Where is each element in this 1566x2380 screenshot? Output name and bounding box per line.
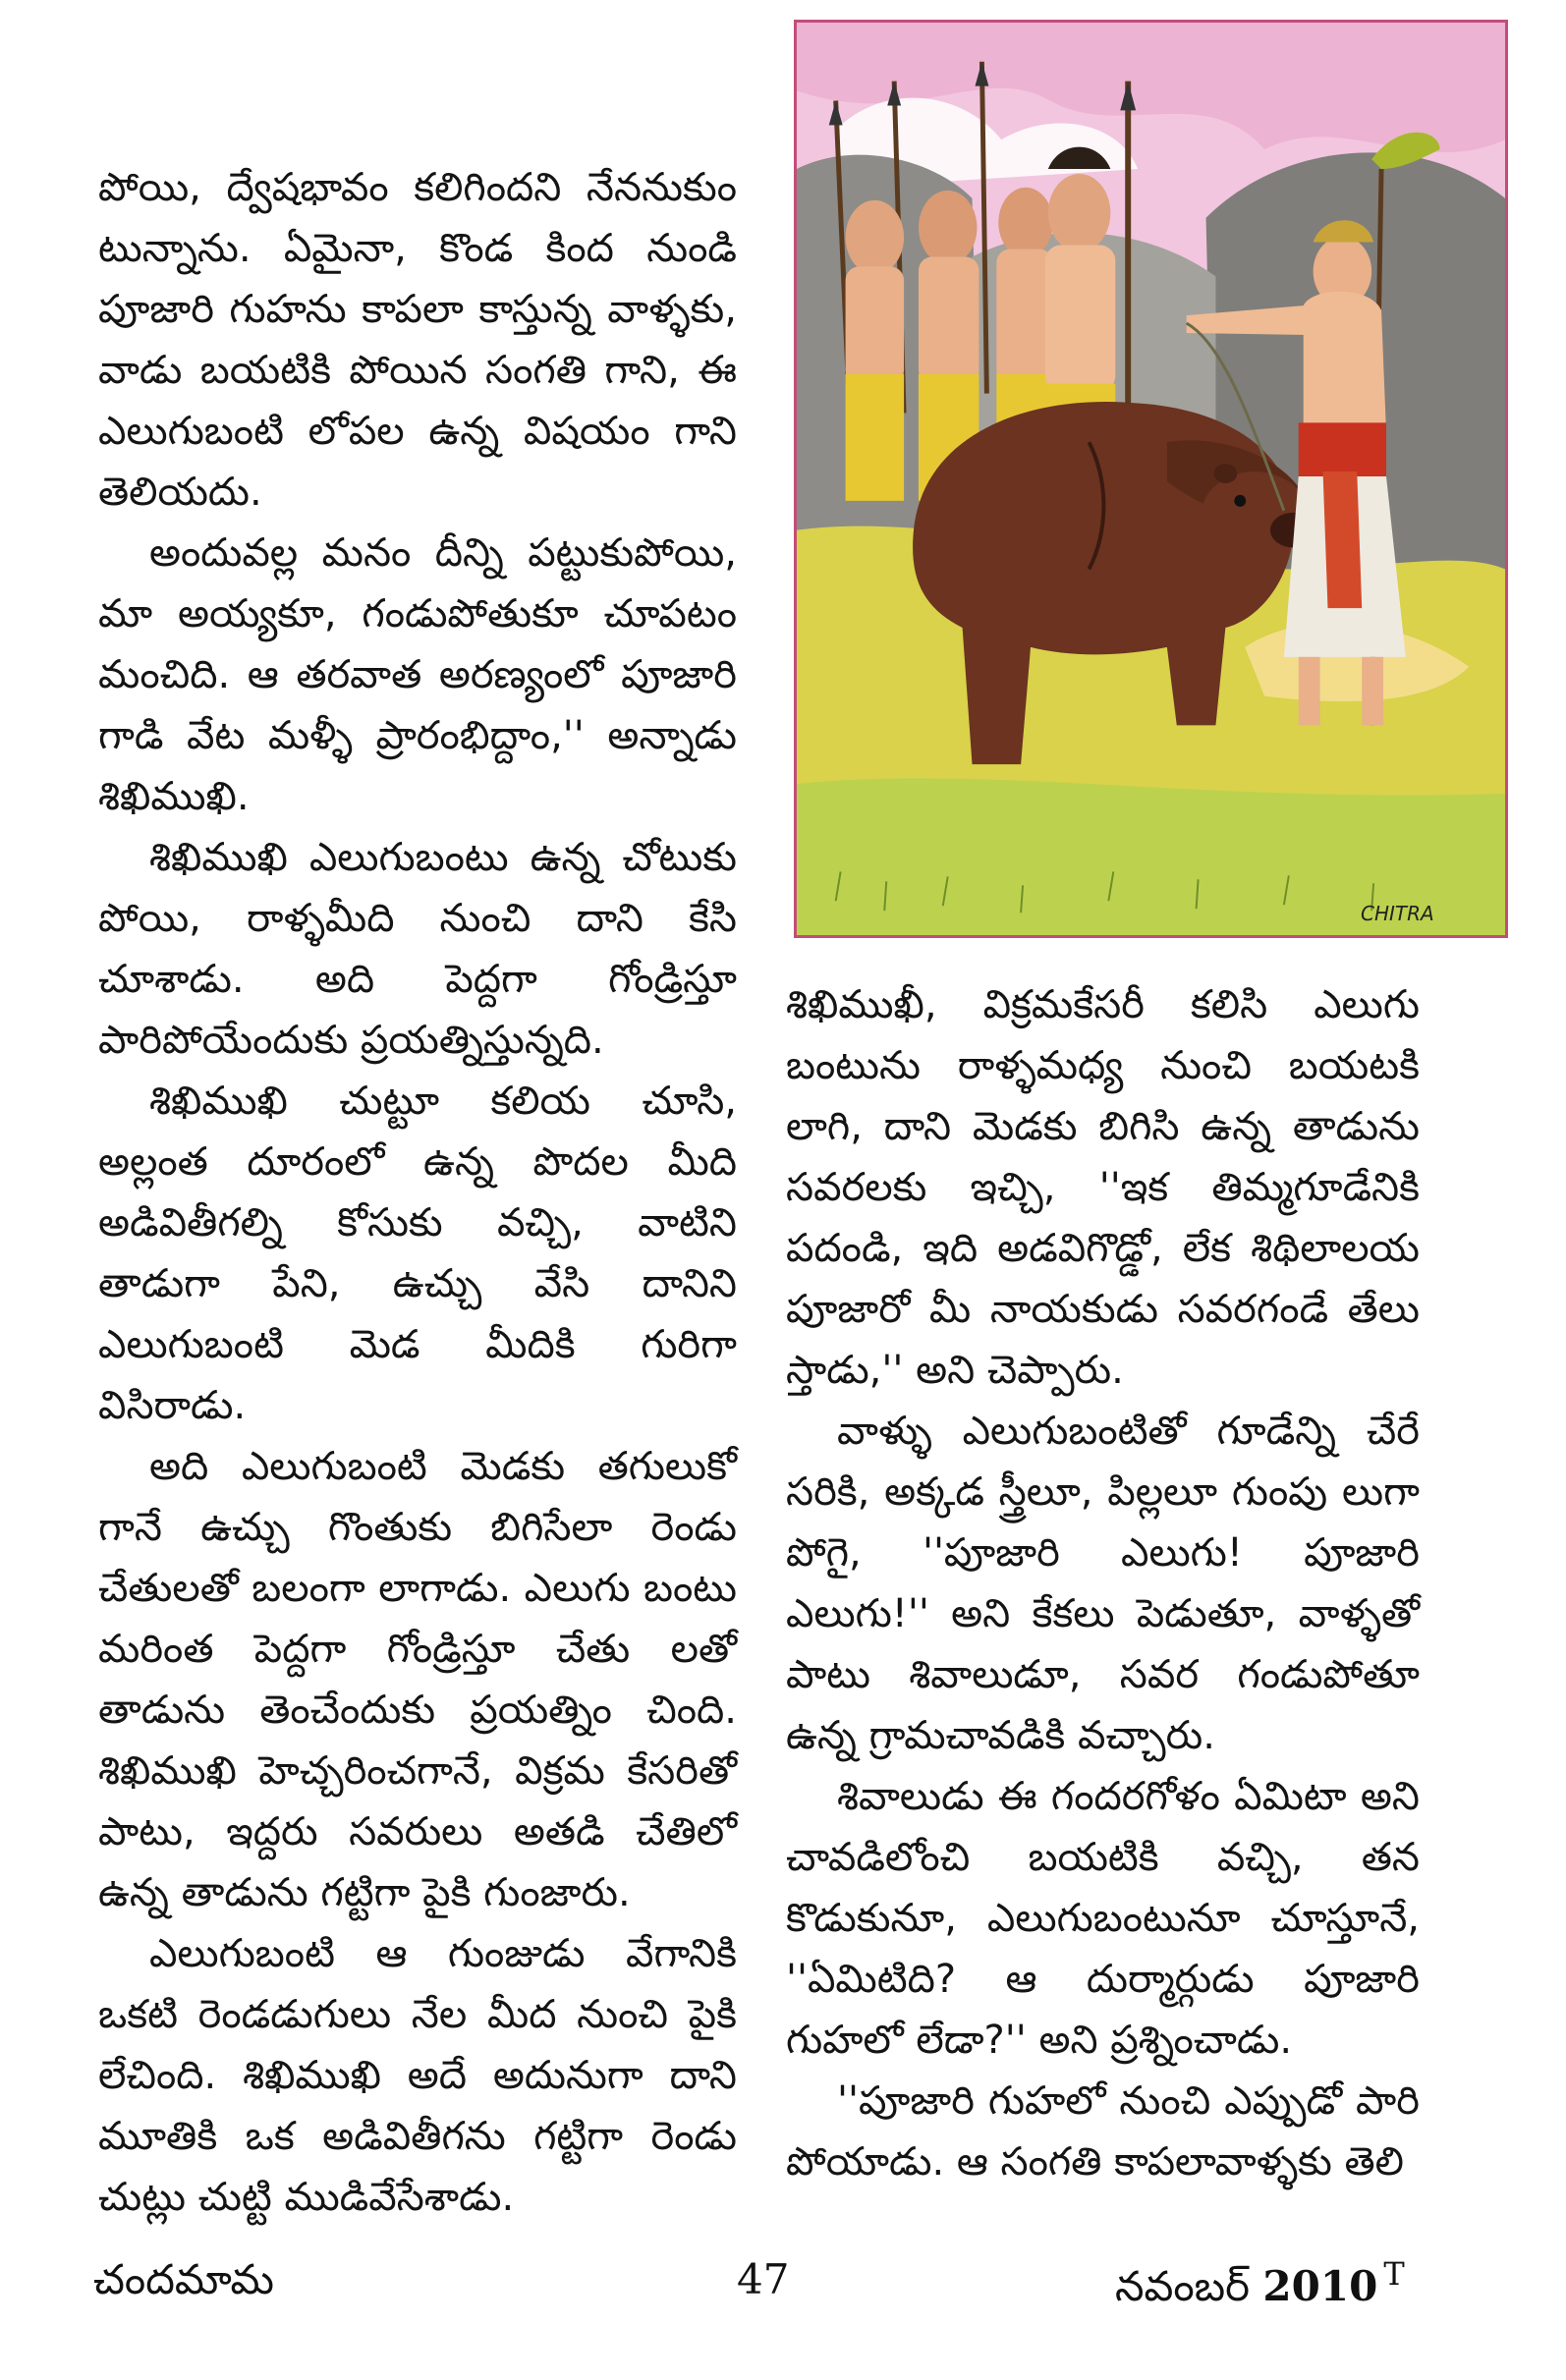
paragraph: ఎలుగుబంటి ఆ గుంజుడు వేగానికి ఒకటి రెండడుగులు నేల మీద నుంచి పైకి లేచింది. శిఖిముఖి అదే అదునుగా దాని మూతికి ఒక అడివితీగను గట్టిగా రెండు చుట్లు చుట్టి ముడివేసేశాడు.: [98, 1931, 737, 2220]
left-text-column: [98, 157, 737, 2228]
paragraph: ''పూజారి గుహలో నుంచి ఎప్పుడో పారి పోయాడు. ఆ సంగతి కాపలావాళ్ళకు తెలి: [786, 2078, 1420, 2185]
page-number: 47: [737, 2255, 790, 2303]
paragraph: శివాలుడు ఈ గందరగోళం ఏమిటా అని చావడిలోంచి బయటికి వచ్చి, తన కొడుకునూ, ఎలుగుబంటునూ చూస్తూనే, ''ఏమిటిది? ఆ దుర్మార్గుడు పూజారి గుహలో లేడా?'' అని ప్రశ్నించాడు.: [786, 1774, 1420, 2063]
issue-date: [1115, 2255, 1405, 2321]
paragraph: వాళ్ళు ఎలుగుబంటితో గూడేన్ని చేరే సరికి, అక్కడ స్త్రీలూ, పిల్లలూ గుంపు లుగా పోగై, ''పూజారి ఎలుగు! పూజారి ఎలుగు!'' అని కేకలు పెడుతూ, వాళ్ళతో పాటు శివాలుడూ, సవర గండుపోతూ ఉన్న గ్రామచావడికి వచ్చారు.: [786, 1409, 1420, 1758]
paragraph: అందువల్ల మనం దీన్ని పట్టుకుపోయి, మా అయ్యకూ, గండుపోతుకూ చూపటం మంచిది. ఆ తరవాత అరణ్యంలో పూజారి గాడి వేట మళ్ళీ ప్రారంభిద్దాం,'' అన్నాడు శిఖిముఖి.: [98, 530, 737, 819]
issue-month: నవంబర్: [1115, 2262, 1251, 2310]
artist-signature: CHITRA: [1361, 902, 1434, 925]
right-text-column: [786, 974, 1420, 2192]
paragraph: పోయి, ద్వేషభావం కలిగిందని నేననుకుం టున్నాను. ఏమైనా, కొండ కింద నుండి పూజారి గుహను కాపలా కాస్తున్న వాళ్ళకు, వాడు బయటికి పోయిన సంగతి గాని, ఈ ఎలుగుబంటి లోపల ఉన్న విషయం గాని తెలియదు.: [98, 165, 737, 515]
paragraph: శిఖిముఖి చుట్టూ కలియ చూసి, అల్లంత దూరంలో ఉన్న పొదల మీది అడివితీగల్ని కోసుకు వచ్చి, వాటిని తాడుగా పేని, ఉచ్చు వేసి దానిని ఎలుగుబంటి మెడ మీదికి గురిగా విసిరాడు.: [98, 1079, 737, 1428]
paragraph: శిఖిముఖీ, విక్రమకేసరీ కలిసి ఎలుగు బంటును రాళ్ళమధ్య నుంచి బయటకి లాగి, దాని మెడకు బిగిసి ఉన్న తాడును సవరలకు ఇచ్చి, ''ఇక తిమ్మగూడేనికి పదండి, ఇది అడవిగొడ్డో, లేక శిథిలాలయ పూజారో మీ నాయకుడు సవరగండే తేలు స్తాడు,'' అని చెప్పారు.: [786, 982, 1420, 1393]
paragraph: అది ఎలుగుబంటి మెడకు తగులుకో గానే ఉచ్చు గొంతుకు బిగిసేలా రెండు చేతులతో బలంగా లాగాడు. ఎలుగు బంటు మరింత పెద్దగా గోండ్రిస్తూ చేతు లతో తాడును తెంచేందుకు ప్రయత్నిం చింది. శిఖిముఖి హెచ్చరించగానే, విక్రమ కేసరితో పాటు, ఇద్దరు సవరులు అతడి చేతిలో ఉన్న తాడును గట్టిగా పైకి గుంజారు.: [98, 1444, 737, 1915]
magazine-name: చందమామ: [93, 2255, 274, 2303]
story-illustration: [794, 20, 1508, 938]
illustration-art: [797, 23, 1505, 935]
paragraph: శిఖిముఖి ఎలుగుబంటు ఉన్న చోటుకు పోయి, రాళ్ళమీది నుంచి దాని కేసి చూశాడు. అది పెద్దగా గోండ్రిస్తూ పారిపోయేందుకు ప్రయత్నిస్తున్నది.: [98, 835, 737, 1063]
issue-year: 2010: [1262, 2262, 1378, 2310]
issue-mark: T: [1383, 2255, 1405, 2293]
